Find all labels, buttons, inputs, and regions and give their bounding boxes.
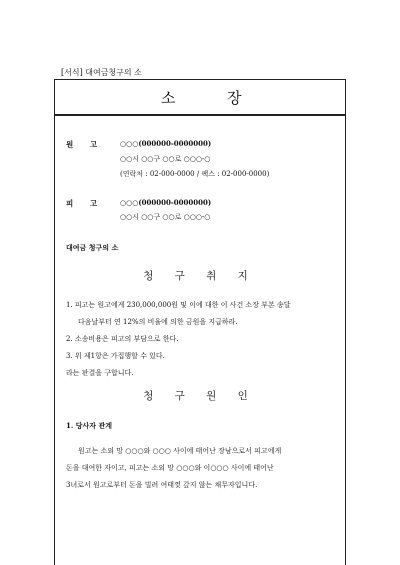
claim-item-2: 2. 소송비용은 피고의 부담으로 한다. <box>66 335 179 343</box>
cause-line-3: 3녀로서 원고로부터 돈을 빌려 여태껏 갚지 않는 채무자입니다. <box>66 481 258 489</box>
document-title <box>0 87 400 107</box>
defendant-name: ○○○(000000-0000000) <box>120 198 212 207</box>
claim-item-1-line-2: 다음날부터 연 12%의 비율에 의한 금원을 지급하라. <box>78 318 238 326</box>
claim-purpose-list <box>66 297 338 382</box>
plaintiff-contact: (연락처 : 02-000-0000 / 팩스 : 02-000-0000) <box>120 170 270 178</box>
defendant-label: 피 고 <box>66 199 98 208</box>
cause-line-1: 원고는 소외 망 ○○○와 ○○○ 사이에 태어난 장남으로서 피고에게 <box>78 447 282 455</box>
claim-closing: 라는 판결을 구합니다. <box>66 369 134 377</box>
claim-item-3: 3. 위 제1항은 가집행할 수 있다. <box>66 352 165 360</box>
claim-cause-heading: 청 구 원 인 <box>143 390 257 402</box>
defendant-address: ○○시 ○○구 ○○로 ○○○-○ <box>120 213 211 221</box>
plaintiff-label: 원 고 <box>66 140 98 149</box>
claim-cause-subheading: 1. 당사자 관계 <box>66 421 112 430</box>
cause-line-2: 돈을 대여한 자이고, 피고는 소외 망 ○○○와 이○○○ 사이에 태어난 <box>66 464 274 472</box>
title-divider <box>54 114 346 116</box>
case-name: 대여금 청구의 소 <box>66 243 119 252</box>
plaintiff-name: ○○○(000000-0000000) <box>120 139 212 148</box>
claim-item-1-line-1: 1. 피고는 원고에게 230,000,000원 및 이에 대한 이 사건 소장 부본 송달 <box>66 301 291 309</box>
title-char-2: 장 <box>227 89 242 107</box>
form-label: [서식] 대여금청구의 소 <box>61 68 142 77</box>
claim-cause-paragraph <box>66 443 338 494</box>
title-char-1: 소 <box>161 89 176 107</box>
plaintiff-address: ○○시 ○○구 ○○로 ○○○-○ <box>120 155 211 163</box>
claim-purpose-heading: 청 구 취 지 <box>143 270 257 282</box>
